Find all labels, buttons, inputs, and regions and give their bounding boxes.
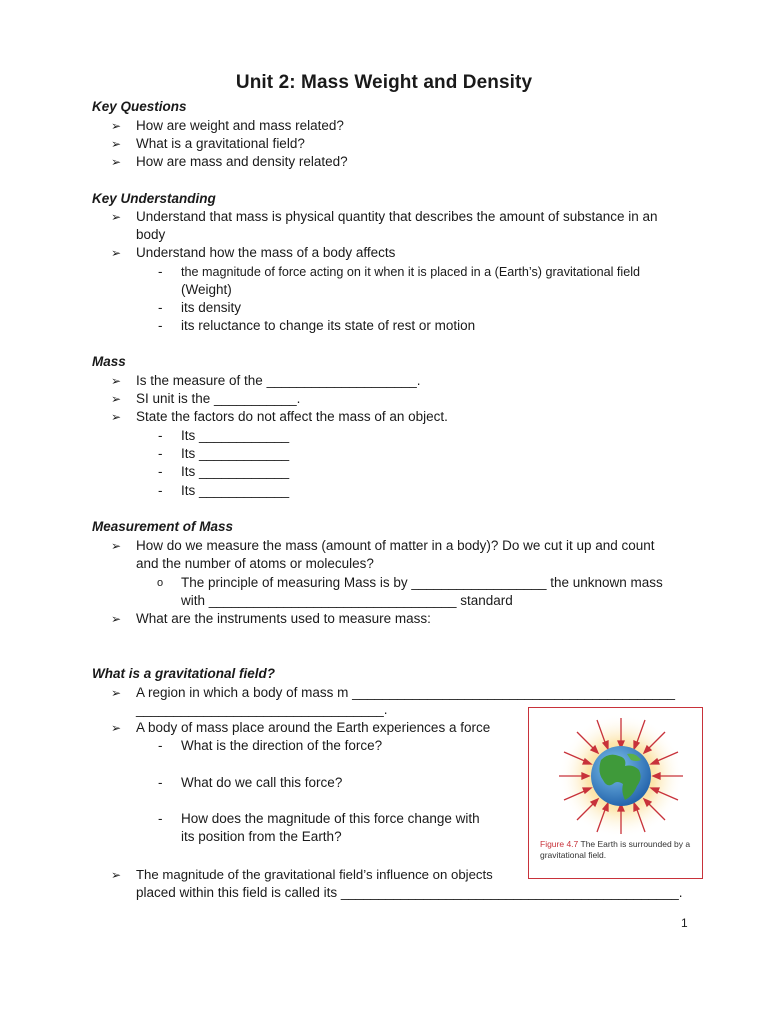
list-item-continuation: _________________________________. [136, 702, 388, 717]
list-item: Understand how the mass of a body affects [136, 245, 396, 260]
circle-bullet-icon: o [157, 577, 164, 589]
dash-marker: - [158, 446, 163, 461]
bullet-icon: ➢ [111, 137, 122, 151]
dash-marker: - [158, 464, 163, 479]
bullet-icon: ➢ [111, 686, 122, 700]
list-item: SI unit is the ___________. [136, 391, 301, 406]
bullet-icon: ➢ [111, 612, 122, 626]
figure-caption [540, 839, 700, 861]
dash-marker: - [158, 811, 163, 826]
dash-marker: - [158, 483, 163, 498]
mass-heading: Mass [92, 354, 126, 369]
bullet-icon: ➢ [111, 374, 122, 388]
sub-item: Its ____________ [181, 464, 290, 479]
list-item: What is a gravitational field? [136, 136, 305, 151]
bullet-icon: ➢ [111, 210, 122, 224]
sub-item: How does the magnitude of this force change with [181, 811, 480, 826]
sub-item: its density [181, 300, 242, 315]
sub-item: The principle of measuring Mass is by __________________ the unknown mass [181, 575, 663, 590]
list-item: Understand that mass is physical quantity that describes the amount of substance in an [136, 209, 658, 224]
page-number: 1 [681, 916, 688, 930]
figure-earth-gravitational-field [528, 707, 703, 879]
bullet-icon: ➢ [111, 539, 122, 553]
sub-item: Its ____________ [181, 483, 290, 498]
sub-item-continuation: its position from the Earth? [181, 829, 342, 844]
bullet-icon: ➢ [111, 119, 122, 133]
list-item: Is the measure of the ____________________. [136, 373, 421, 388]
list-item-continuation: and the number of atoms or molecules? [136, 556, 374, 571]
dash-marker: - [158, 428, 163, 443]
bullet-icon: ➢ [111, 246, 122, 260]
sub-item: the magnitude of force acting on it when it is placed in a (Earth’s) gravitational field [181, 265, 640, 279]
gravity-heading: What is a gravitational field? [92, 666, 276, 681]
sub-item: What do we call this force? [181, 775, 343, 790]
bullet-icon: ➢ [111, 155, 122, 169]
list-item: A body of mass place around the Earth experiences a force [136, 720, 491, 735]
sub-item: What is the direction of the force? [181, 738, 383, 753]
list-item: State the factors do not affect the mass of an object. [136, 409, 448, 424]
bullet-icon: ➢ [111, 410, 122, 424]
dash-marker: - [158, 738, 163, 753]
dash-marker: - [158, 775, 163, 790]
dash-marker: - [158, 318, 163, 333]
page-title: Unit 2: Mass Weight and Density [235, 72, 533, 93]
bullet-icon: ➢ [111, 392, 122, 406]
dash-marker: - [158, 264, 163, 279]
sub-item: Its ____________ [181, 428, 290, 443]
measurement-heading: Measurement of Mass [92, 519, 234, 534]
list-item: The magnitude of the gravitational field’s influence on objects [136, 867, 493, 882]
list-item: How are weight and mass related? [136, 118, 344, 133]
earth-field-illustration [529, 708, 702, 838]
key-questions-heading: Key Questions [92, 99, 187, 114]
figure-caption-text: The Earth is surrounded by a gravitational field. [540, 839, 691, 860]
list-item-continuation: body [136, 227, 166, 242]
list-item: What are the instruments used to measure mass: [136, 611, 431, 626]
list-item-continuation: placed within this field is called its _____________________________________________. [136, 885, 683, 900]
sub-item: Its ____________ [181, 446, 290, 461]
sub-item-continuation: with _________________________________ standard [181, 593, 513, 608]
dash-marker: - [158, 300, 163, 315]
list-item: A region in which a body of mass m ___________________________________________ [136, 685, 675, 700]
list-item: How do we measure the mass (amount of matter in a body)? Do we cut it up and count [136, 538, 655, 553]
key-understanding-heading: Key Understanding [92, 191, 216, 206]
sub-item-continuation: (Weight) [181, 282, 232, 297]
list-item: How are mass and density related? [136, 154, 348, 169]
bullet-icon: ➢ [111, 721, 122, 735]
figure-label: Figure 4.7 [540, 839, 579, 849]
bullet-icon: ➢ [111, 868, 122, 882]
sub-item: its reluctance to change its state of rest or motion [181, 318, 476, 333]
